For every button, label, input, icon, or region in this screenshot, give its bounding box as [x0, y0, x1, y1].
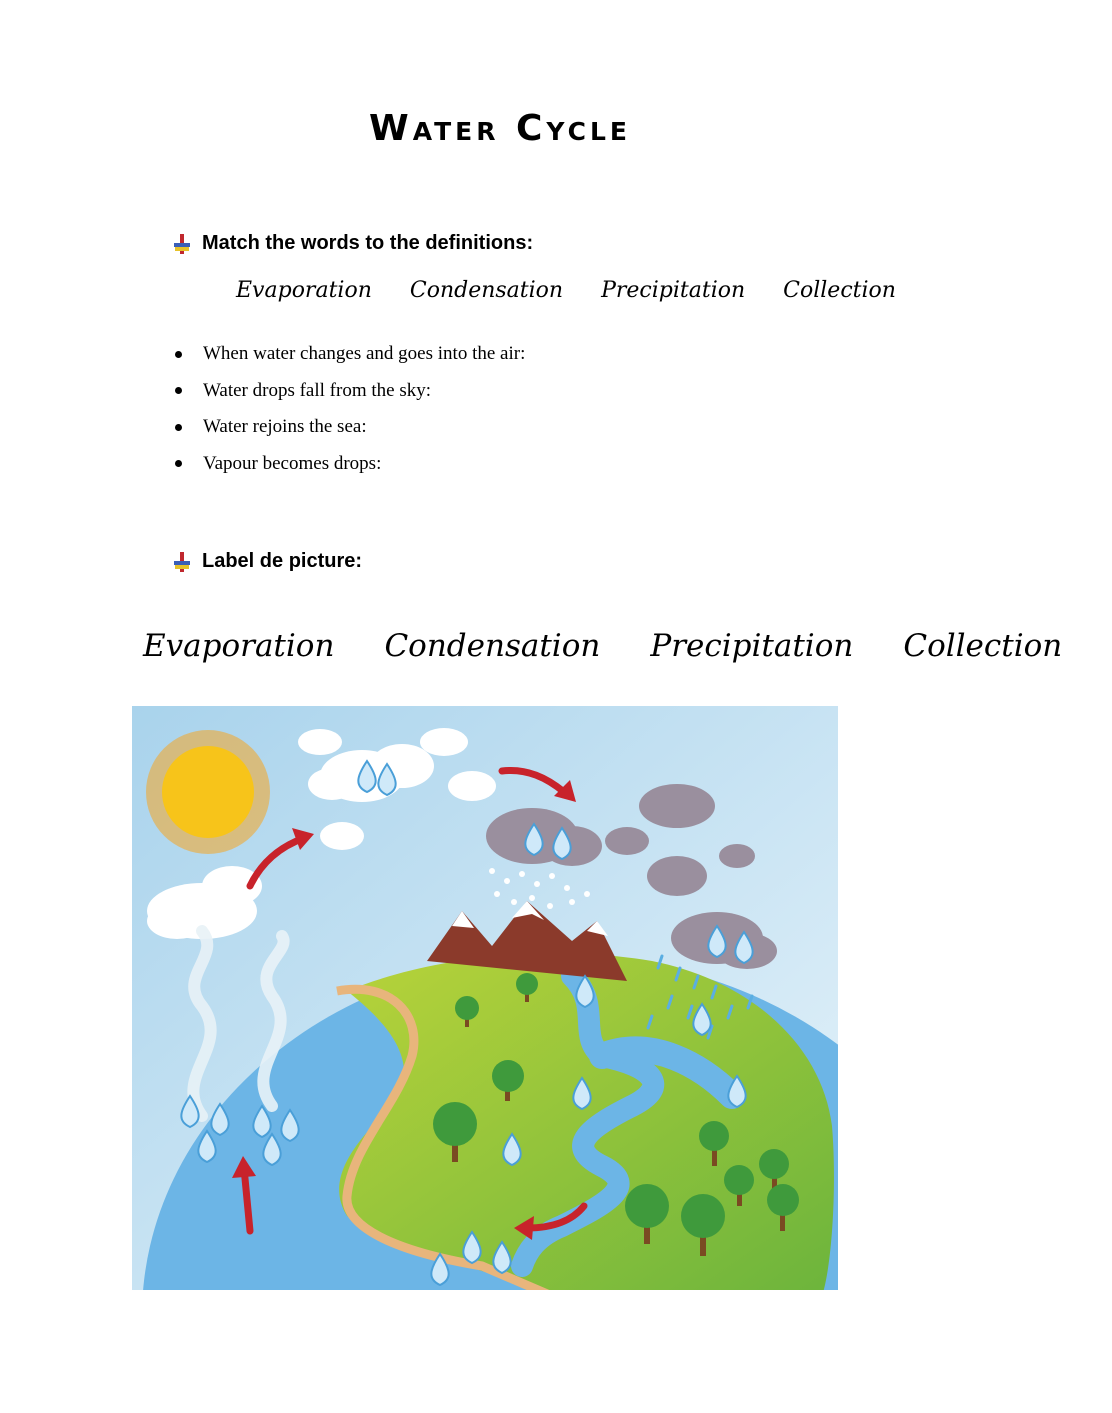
- list-item: [172, 373, 525, 410]
- section-heading-match: [172, 232, 533, 255]
- section-heading-text: Match the words to the definitions:: [202, 232, 534, 254]
- word-bank-large: [143, 628, 1112, 664]
- definition-text: Water drops fall from the sky:: [203, 379, 431, 401]
- word-precipitation: Precipitation: [601, 278, 746, 303]
- word-evaporation: Evaporation: [143, 628, 335, 664]
- water-cycle-picture: [132, 706, 838, 1290]
- word-collection: Collection: [783, 278, 896, 303]
- pencil-icon: [172, 551, 192, 573]
- section-heading-label: [172, 550, 362, 573]
- bullet-dot: [175, 460, 182, 467]
- bullet-dot: [175, 387, 182, 394]
- word-collection: Collection: [903, 628, 1063, 664]
- section-heading-text: Label de picture:: [202, 550, 363, 572]
- word-condensation: Condensation: [384, 628, 601, 664]
- sun-icon: [146, 730, 270, 854]
- word-bank-small: [236, 278, 934, 303]
- word-evaporation: Evaporation: [236, 278, 372, 303]
- page-title: Water Cycle: [368, 108, 632, 149]
- definition-text: Vapour becomes drops:: [203, 452, 382, 474]
- definition-text: Water rejoins the sea:: [203, 416, 367, 438]
- list-item: [172, 336, 525, 373]
- bullet-dot: [175, 424, 182, 431]
- pencil-icon: [172, 233, 192, 255]
- list-item: [172, 409, 525, 446]
- definition-text: When water changes and goes into the air:: [203, 343, 526, 365]
- definitions-list: [172, 336, 525, 482]
- bullet-dot: [175, 351, 182, 358]
- word-precipitation: Precipitation: [650, 628, 854, 664]
- word-condensation: Condensation: [409, 278, 564, 303]
- list-item: [172, 446, 525, 483]
